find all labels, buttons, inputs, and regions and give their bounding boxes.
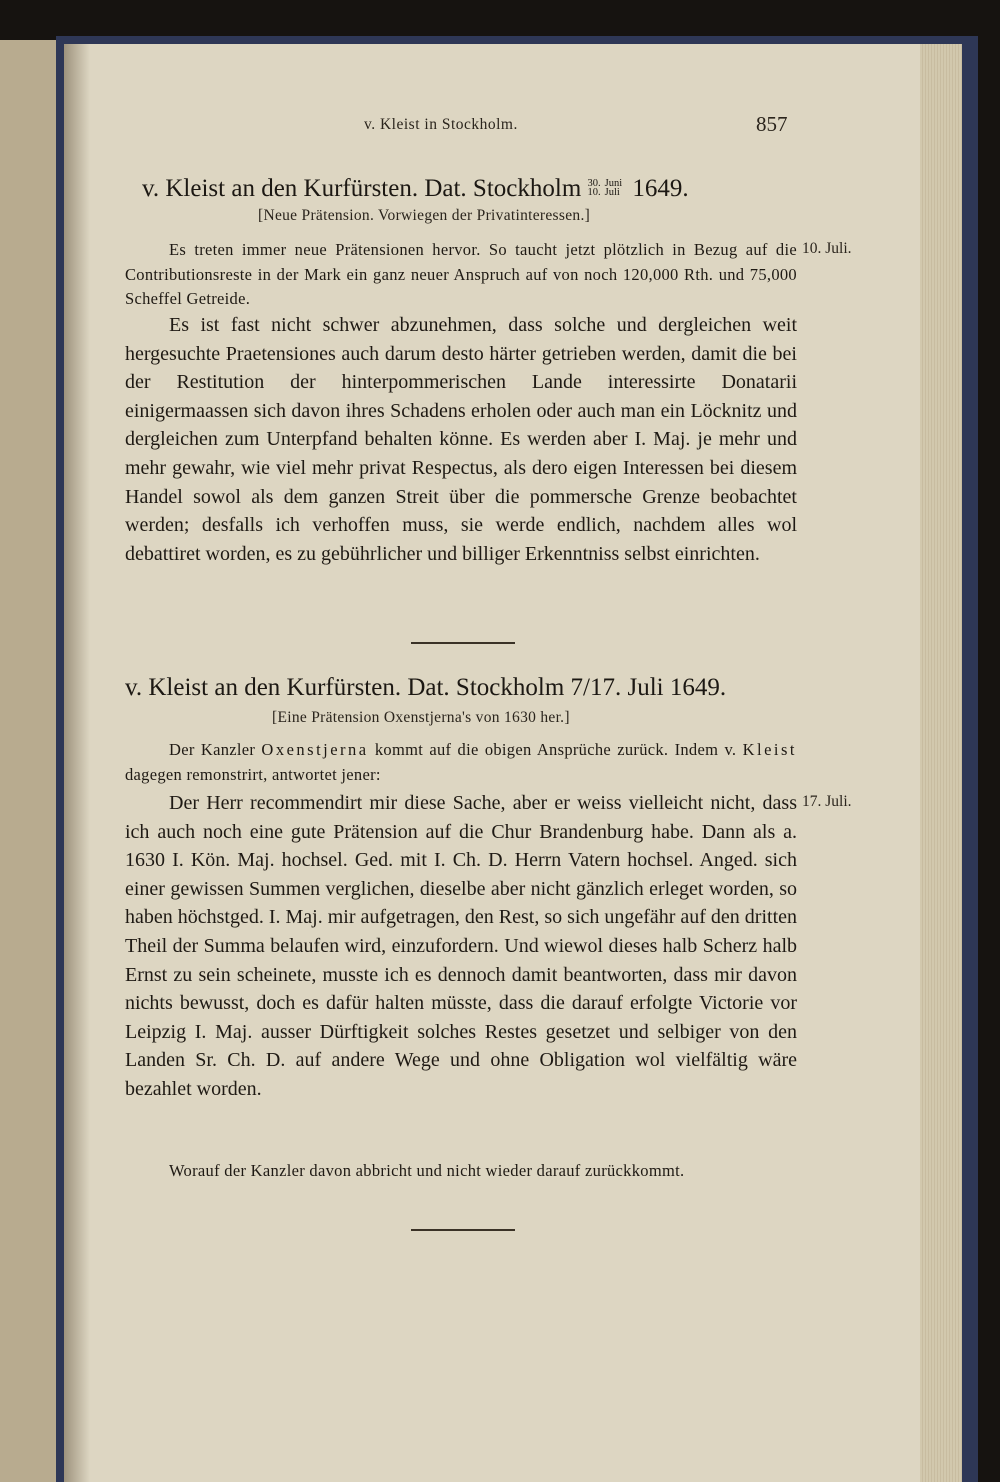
name-oxenstjerna: Oxenstjerna — [261, 740, 369, 759]
end-divider — [411, 1229, 515, 1231]
page-fore-edge — [920, 44, 962, 1482]
section-divider — [411, 642, 515, 644]
letter-1-date-month: Juni Juli — [604, 178, 623, 199]
letter-1-date-day: 30. 10. — [587, 178, 601, 199]
letter-2-summary: Der Kanzler Oxenstjerna kommt auf die obigen Ansprüche zurück. Indem v. Kleist dagegen remonstrirt, antwortet jener: — [125, 740, 798, 784]
letter-1-subtitle: [Neue Prätension. Vorwiegen der Privatinteressen.] — [258, 207, 591, 224]
letter-1-summary: Es treten immer neue Prätensionen hervor. So taucht jetzt plötzlich in Bezug auf die Contributionsreste in der Mark ein ganz neuer Anspruch auf von noch 120,000 Rth. und 75,000 Scheffel Getreide. — [125, 240, 797, 308]
letter-1-margin-date: 10. Juli. — [802, 240, 852, 257]
letter-2-margin-date: 17. Juli. — [802, 793, 852, 810]
letter-2-title: v. Kleist an den Kurfürsten. Dat. Stockholm 7/17. Juli 1649. — [125, 674, 727, 701]
letter-1-title-text: v. Kleist an den Kurfürsten. Dat. Stockholm — [142, 175, 582, 202]
letter-2-quote: Der Herr recommendirt mir diese Sache, aber er weiss vielleicht nicht, dass ich auch noch eine gute Prätension auf die Chur Brandenburg habe. Dann als a. 1630 I. Kön. Maj. hochsel. Ged. mit I. Ch. D. Herrn Vatern hochsel. Anged. sich einer gewissen Summen verglichen, dieselbe aber nicht gänzlich erleget worden, so haben höchstged. I. Maj. mir aufgetragen, den Rest, so sich ungefähr auf den dritten Theil der Summa belaufen wird, einzufordern. Und wiewol dieses halb Scherz halb Ernst zu sein scheinete, musste ich es dennoch damit beantworten, dass mir davon nichts bewusst, doch es dafür halten müsste, dass die darauf erfolgte Victorie vor Leipzig I. Maj. ausser Dürftigkeit solches Restes gesetzet und selbiger von den Landen Sr. Ch. D. auf andere Wege und ohne Obligation wol vielfältig wäre bezahlet worden. — [125, 792, 798, 1100]
gutter-shadow — [64, 44, 90, 1482]
left-page-edge — [0, 40, 61, 1482]
name-kleist: Kleist — [742, 740, 798, 759]
page-number: 857 — [756, 112, 788, 136]
running-head: v. Kleist in Stockholm. — [364, 116, 518, 133]
letter-1-quote: Es ist fast nicht schwer abzunehmen, dass solche und dergleichen weit hergesuchte Praetensiones auch darum desto härter getrieben werden, damit die bei der Restitution der hinterpommerischen Lande interessirte Donatarii einigermaassen sich davon ihres Schadens erholen oder auch man ein Löcknitz und dergleichen zum Unterpfand behalten könne. Es werden aber I. Maj. je mehr und mehr gewahr, wie viel mehr privat Respectus, als dero eigen Interessen bei diesem Handel sowol als dem ganzen Streit über die pommersche Grenze beobachtet werden; desfalls ich verhoffen muss, sie werde endlich, nachdem alles wol debattiret worden, es zu gebührlicher und billiger Erkenntniss selbst einrichten. — [125, 314, 797, 565]
book-page — [64, 44, 962, 1482]
letter-1-year: 1649. — [632, 175, 689, 202]
letter-2-subtitle: [Eine Prätension Oxenstjerna's von 1630 her.] — [272, 709, 570, 726]
letter-1-title — [142, 175, 689, 203]
letter-2-closing: Worauf der Kanzler davon abbricht und nicht wieder darauf zurückkommt. — [169, 1161, 685, 1180]
